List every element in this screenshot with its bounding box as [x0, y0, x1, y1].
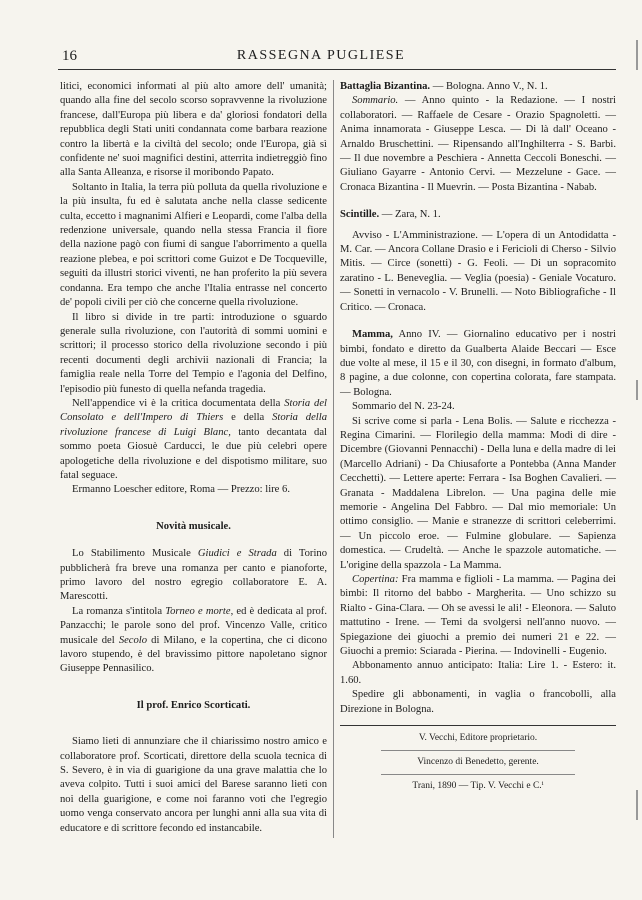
text: Lo Stabilimento Musicale: [72, 548, 198, 560]
publisher-name: Giudici e Strada: [197, 548, 277, 560]
paragraph: Siamo lieti di annunziare che il chiarissimo nostro amico e collaboratore prof. Scorticati, direttore della scuola tecnica di S. Severo, è in via di guarigione da una grave malattia che lo aveva colpito. Tutti i suoi amici del Barese saranno lieti con noi della guarigione, e come noi faranno voti che l'egregio uomo venga conservato ancora per lunghi anni alla sua vita di educatore e di scrittore fecondo ed instancabile.: [60, 736, 327, 834]
page-number: 16: [62, 48, 77, 64]
paragraph: [60, 605, 327, 677]
scan-edge-mark: [636, 380, 638, 400]
book-title: Storia del Consolato e dell'Impero di Thiers: [60, 397, 327, 424]
imprint-manager: Vincenzo di Benedetto, gerente.: [417, 757, 539, 768]
review-battaglia-body: [340, 94, 616, 195]
scan-edge-mark: [636, 40, 638, 70]
label: Copertina:: [352, 574, 399, 585]
text: La romanza s'intitola: [72, 605, 166, 617]
subscription-line: Abbonamento annuo anticipato: Italia: Lire 1. - Estero: it. 1.60.: [340, 660, 616, 686]
label: Sommario.: [352, 95, 399, 107]
journal-title: Mamma,: [352, 329, 393, 341]
imprint-owner: V. Vecchi, Editore proprietario.: [418, 733, 538, 744]
text: di Torino pubblicherà fra breve una romanza per canto e pianoforte, primo lavoro del nostro egregio collaboratore E. A. Marescotti.: [60, 548, 327, 603]
imprint-rule: [381, 774, 574, 775]
column-rule: [333, 80, 334, 838]
text: — Anno quinto - la Redazione. — I nostri collaboratori. — Raffaele de Cesare - Orazio Spagnoletti. — Anima innamorata - Giuseppe Lesca. — Di là dall' Oceano - Arnaldo Bruschettini. — Ripensando all'Inghilterra - S. Barbi. — Il due novembre a Peschiera - Annetta Ceccoli Boneschi. — Giuliano Gayarre - Antonio Cervi. — Mezzelune - Gace. — Cronaca Bizantina - Il Muevrin. — Posta Bizantina - Nabab.: [340, 95, 616, 193]
review-scintille-header: [340, 208, 616, 222]
text: — Bologna. Anno V., N. 1.: [430, 81, 548, 92]
imprint-rule: [381, 750, 574, 751]
review-battaglia-header: [340, 80, 616, 94]
text: e della: [223, 412, 273, 424]
running-head: RASSEGNA PUGLIESE: [236, 48, 406, 63]
review-scintille-body: Avviso - L'Amministrazione. — L'opera di un Antodidatta - M. Car. — Ancora Collane Drasio e i Fericioli di Cherso - Silvio Mitis. — Circe (sonetti) - G. Feoli. — Di un sopracomito zaratino - L. Beneveglia. — Veglia (poesia) - Geniale Vocaturo. — Sonetti in vernacolo - V. Brunelli. — Noto Bibliografiche - Il Critico. — Cronaca.: [340, 229, 616, 313]
text: Anno IV. — Giornalino educativo per i nostri bimbi, fondato e diretto da Gualberta Alaide Beccari — Esce due volte al mese, il 15 e il 30, con disegni, in formato d'album, 8 pagine, a due colonne, con copertina colorata, fare stampata. — Bologna.: [340, 329, 616, 398]
paragraph: litici, economici informati al più alto amore dell' umanità; quando alla fine del secolo scorso sopravvenne la rivoluzione francese, dall'Europa più libera e da' gloriosi fondatori della repubblica degli Stati uniti condannata come barbara reazione contro la libertà e la civiltà del secolo; onde l'Europa, già sì confidente ne' suoi magnifici destini, atterrita indietreggiò fino alla Santa Alleanza, e risorse il moribondo Papato.: [60, 81, 327, 179]
text: ed è dedicata al prof. Panzacchi; le parole sono del prof. Vincenzo Valle, critico musicale del: [60, 605, 327, 646]
paragraph: Soltanto in Italia, la terra più polluta da quella rivoluzione e la più insulta, fu ed è salutata anche nella classe sedicente culta, eccetto i magnanimi Alfieri e Leopardi, come l'alba della redenzione universale, quando nella stessa Francia il fiore della nazione pagò con fiumi di sangue l'aborrimento a quella reazione plebea, e poi scrittori come Guizot e De Tocqueville, seguiti da illustri storici viventi, ne han proferito la più severa condanna. Era tempo che anche l'Italia entrasse nel concerto de' popoli civili per ciò che concerne quella rivoluzione.: [60, 181, 327, 309]
journal-title: Battaglia Bizantina.: [340, 81, 431, 92]
sommario-line: Sommario del N. 23-24.: [352, 401, 455, 413]
review-mamma-intro: [340, 328, 616, 400]
scan-edge-mark: [636, 790, 638, 820]
review-mamma-copertina: [340, 573, 616, 659]
text: — Zara, N. 1.: [379, 209, 441, 221]
section-title-novita: Novità musicale.: [156, 520, 231, 532]
imprint-rule: [340, 725, 616, 726]
paragraph: Il libro si divide in tre parti: introduzione o sguardo generale sulla rivoluzione, con l'autorità di sommi uomini e scrittori; il processo storico della rivoluzione secondo i più recenti documenti degli archivii nazionali di Francia; la famiglia reale nella Torre del Tempio e l'agonia del Delfino, l'episodio più funesto di quella nefanda tragedia.: [60, 311, 327, 395]
book-title: Storia della rivoluzione francese di Luigi Blanc,: [60, 412, 327, 438]
review-mamma-body: Si scrive come si parla - Lena Bolis. — Salute e ricchezza - Regina Cimarini. — Florilegio della mamma: Modi di dire - Dicembre (Giovanni Pennacchi) - Della luna e della madre di lei (Marcello Adriani) - Da Chiusaforte a Pontebba (Anna Mander Cecchetti). — Lettere aperte: Ferrara - Isa Boghen Cavalieri. — Granata - Maddalena Librelon. — Una pagina delle mie memorie - Angelina Del Fabbro. — Dal mio memoriale: Un ottimo consiglio. — Manie e stranezze di scrittori celeberrimi. — Un piccolo eroe. — Fulmine globulare. — Sapienza domestica. — Crudeltà. — Anche le spazzole automatiche. — L'origine della spazzola - La Mamma.: [340, 415, 616, 571]
paragraph: [60, 547, 327, 605]
journal-title: Scintille.: [340, 209, 380, 221]
right-column: [340, 80, 616, 793]
paragraph-appendix: [60, 397, 327, 483]
text: Fra mamma e figlioli - La mamma. — Pagina dei bimbi: Il ritorno del babbo - Margherita. — Uno schizzo su Rialto - Gina-Clara. — Oh se avessi le ali! - Eleonora. — Saluto mattutino - Irene. — Temi da svolgersi nell'anno nuovo. — Spiegazione dei giuochi a premio dei numeri 21 e 22. — Giuochi a premio: Sciarada - Pierina. — Indovinelli - Eugenio.: [340, 574, 616, 658]
imprint-printer: Trani, 1890 — Tip. V. Vecchi e C.ⁱ: [412, 781, 544, 792]
header-rule: [58, 69, 616, 70]
text: di Milano, e la copertina, che ci dicono lavoro stupendo, è del bravissimo pittore napoletano signor Giuseppe Pennasilico.: [60, 634, 327, 675]
publisher-line: Ermanno Loescher editore, Roma — Prezzo: lire 6.: [72, 484, 290, 496]
shipping-line: Spedire gli abbonamenti, in vaglia o francobolli, alla Direzione in Bologna.: [340, 689, 616, 715]
newspaper-title: Secolo: [118, 634, 148, 646]
song-title: Torneo e morte,: [165, 605, 234, 617]
text: Nell'appendice vi è la critica documentata della: [72, 397, 285, 409]
text: tanto decantata dal sommo poeta Giosuè Carducci, le due più celebri opere apologetiche della rivoluzione e del dispotismo militare, suo fatal seguace.: [60, 426, 327, 481]
left-column: [60, 80, 327, 836]
section-title-scorticati: Il prof. Enrico Scorticati.: [136, 699, 251, 711]
